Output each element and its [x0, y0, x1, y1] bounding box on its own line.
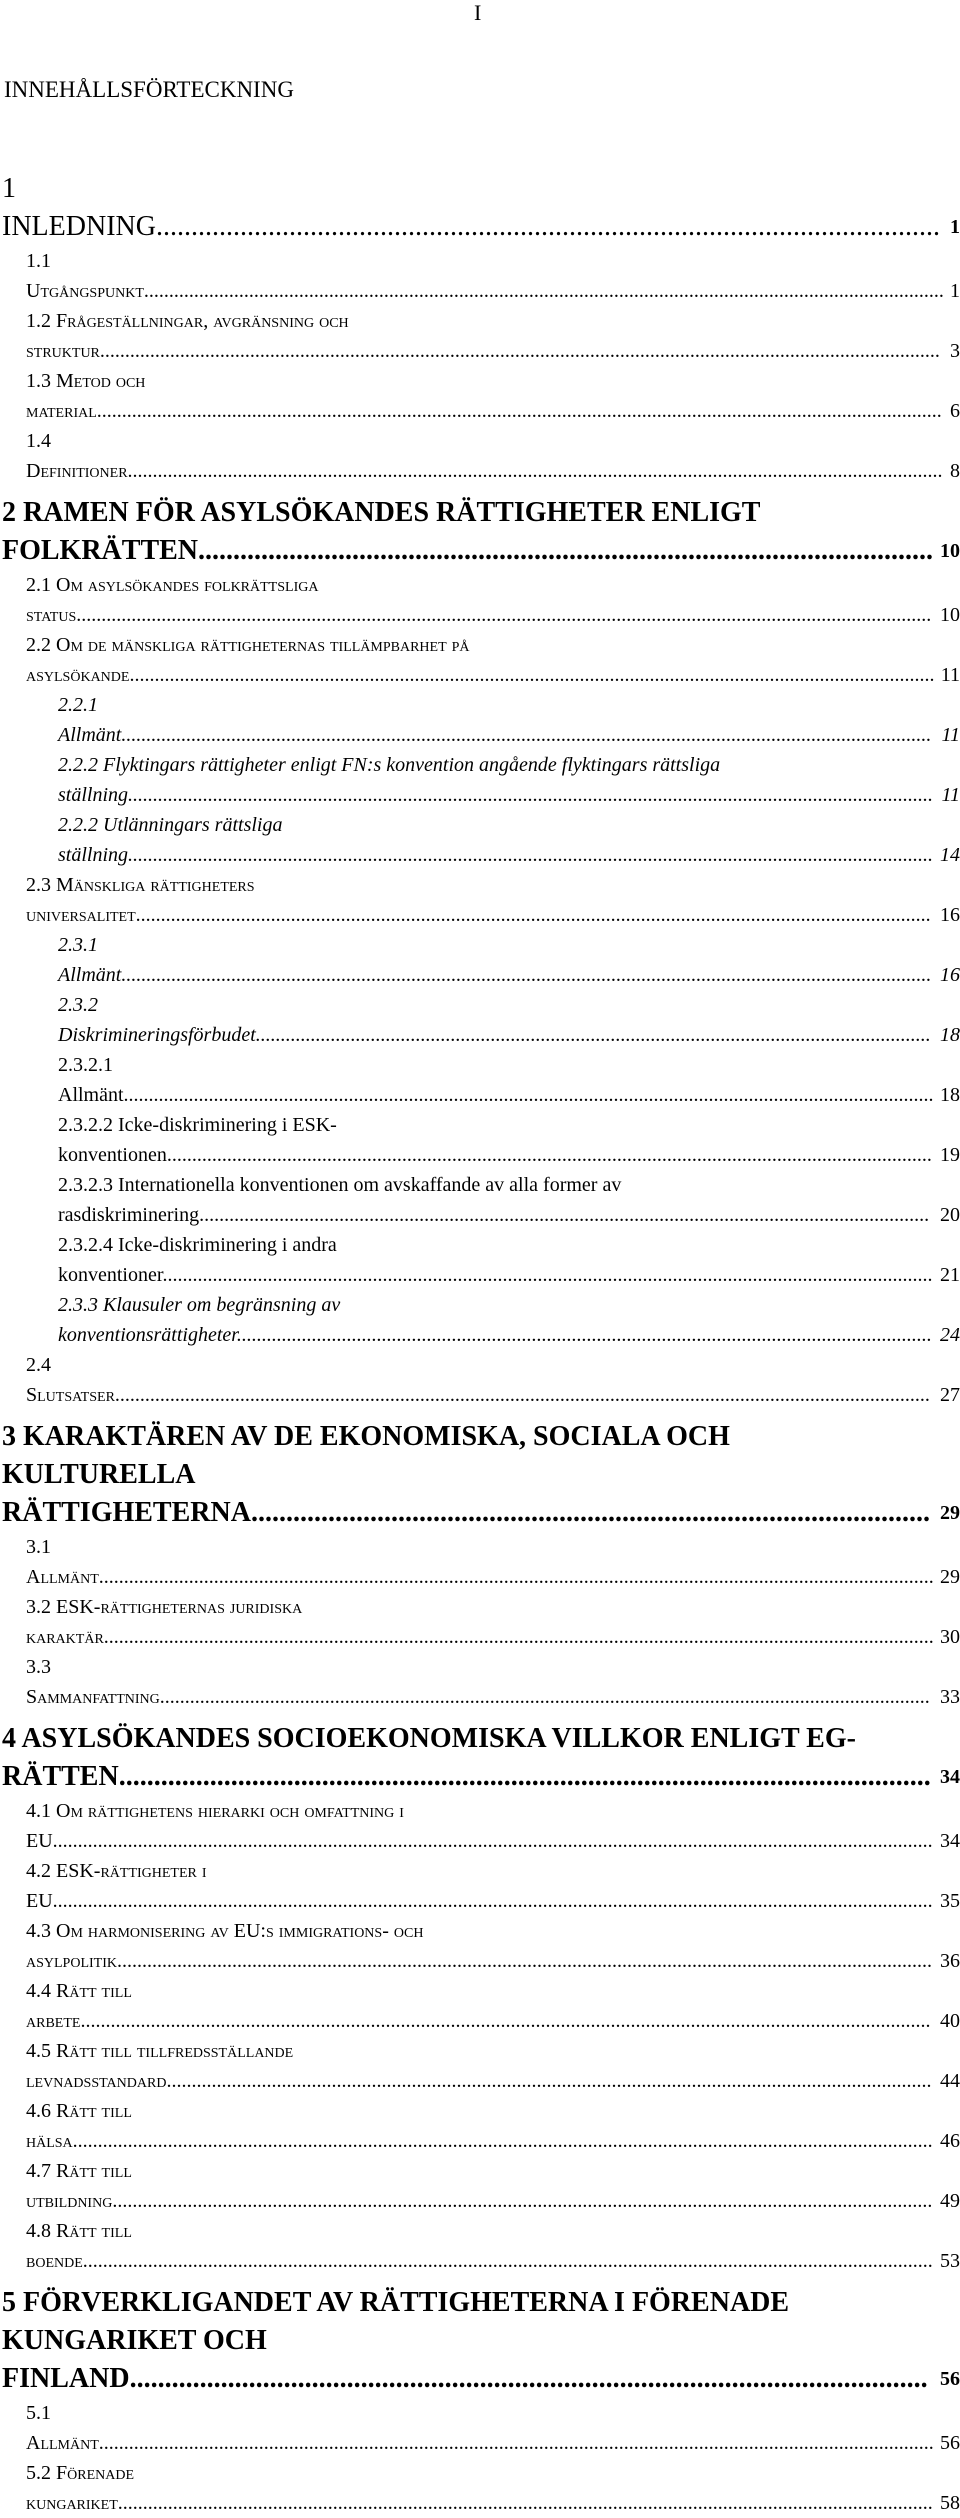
toc-entry-title: 1.1 Utgångspunkt	[26, 250, 144, 302]
dot-leader: ....................................................................................................................................................................	[112, 2190, 933, 2212]
toc-entry[interactable]	[0, 990, 960, 1050]
toc-entry-page: 56	[940, 2432, 960, 2454]
toc-entry-title: 1.4 Definitioner	[26, 430, 128, 482]
dot-leader: ................................................................................................................................................................	[143, 280, 944, 302]
dot-leader: .......................................................................................................................................................................	[98, 1566, 934, 1588]
dot-leader: .........................................................................................................	[198, 535, 934, 566]
toc-entry[interactable]	[0, 810, 960, 870]
toc-entry-title: 1 INLEDNING	[2, 173, 156, 242]
toc-entry[interactable]	[0, 1350, 960, 1410]
toc-entry[interactable]	[0, 1856, 960, 1916]
toc-entry-title: 2.3 Mänskliga rättigheters universalitet	[26, 874, 255, 926]
dot-leader: ..........................................................................................................................................................	[162, 1264, 933, 1286]
toc-entry-page: 16	[940, 964, 960, 986]
toc-entry-page: 11	[940, 664, 960, 686]
dot-leader: .................................................................................................................................................................	[128, 844, 934, 866]
dot-leader: ...........................................................................................................................................................................	[76, 604, 932, 626]
dot-leader: .................................................................................................	[250, 1497, 930, 1528]
toc-entry-page: 10	[940, 540, 960, 562]
dot-leader: ................................................................................................................................................................................	[52, 1830, 933, 1852]
toc-entry[interactable]	[0, 1592, 960, 1652]
toc-entry[interactable]	[0, 1720, 960, 1796]
toc-entry-title: 4.2 ESK-rättigheter i EU	[26, 1860, 207, 1912]
toc-entry-page: 21	[940, 1264, 960, 1286]
toc-entry[interactable]	[0, 306, 960, 366]
toc-entry[interactable]	[0, 1290, 960, 1350]
toc-entry-page: 46	[940, 2130, 960, 2152]
toc-entry[interactable]	[0, 1110, 960, 1170]
toc-entry[interactable]	[0, 1418, 960, 1532]
dot-leader: ...............................................................................................................................................................	[135, 904, 931, 926]
toc-entry-title: 1.3 Metod och material	[26, 370, 146, 422]
toc-entry-title: 1.2 Frågeställningar, avgränsning och struktur	[26, 310, 349, 362]
toc-entry-title: 5.1 Allmänt	[26, 2402, 99, 2454]
toc-entry-title: 2.3.2 Diskrimineringsförbudet	[58, 994, 256, 1046]
toc-entry-page: 33	[940, 1686, 960, 1708]
toc-entry-page: 53	[940, 2250, 960, 2272]
toc-entry-page: 27	[940, 1384, 960, 1406]
toc-entry-title: 2.3.2.3 Internationella konventionen om avskaffande av alla former av rasdiskriminering	[58, 1174, 622, 1226]
dot-leader: ...................................................................................................................................................................	[127, 460, 943, 482]
toc-entry[interactable]	[0, 170, 960, 246]
toc-entry[interactable]	[0, 2096, 960, 2156]
toc-entry-title: 2.2.2 Utlänningars rättsliga ställning	[58, 814, 283, 866]
dot-leader: ...................................................................................................................................................................	[117, 1950, 932, 1972]
toc-entry-title: 2.2.2 Flyktingars rättigheter enligt FN:s konvention angående flyktingars rättsliga ställning	[58, 754, 721, 806]
toc-entry[interactable]	[0, 2036, 960, 2096]
dot-leader: ...........................................................................................................................................	[236, 1324, 932, 1346]
dot-leader: ..................................................................................................................................................................	[121, 964, 932, 986]
dot-leader: ............................................................................................................................................................................	[72, 2130, 933, 2152]
toc-entry-page: 10	[940, 604, 960, 626]
toc-entry-title: 3 KARAKTÄREN AV DE EKONOMISKA, SOCIALA OCH KULTURELLA RÄTTIGHETERNA	[2, 1421, 730, 1528]
dot-leader: .................................................................................................................................................................	[128, 784, 934, 806]
toc-entry-title: 4 ASYLSÖKANDES SOCIOEKONOMISKA VILLKOR ENLIGT EG-RÄTTEN	[2, 1723, 856, 1792]
toc-entry-title: 5.2 Förenade kungariket	[26, 2462, 135, 2514]
toc-entry-page: 24	[940, 1324, 960, 1346]
dot-leader: ........................................................................................................................................................................	[99, 340, 940, 362]
toc-entry-page: 16	[940, 904, 960, 926]
toc-entry[interactable]	[0, 2216, 960, 2276]
dot-leader: ......................................................................................................................................................................	[103, 1626, 934, 1648]
toc-entry-page: 29	[940, 1502, 960, 1524]
dot-leader: .................................................................................................................................................................	[129, 664, 935, 686]
toc-entry-title: 4.5 Rätt till tillfredsställande levnadsstandard	[26, 2040, 294, 2092]
toc-entry-page: 34	[940, 1766, 960, 1788]
dot-leader: ................................................................................................................................................................................	[52, 1890, 933, 1912]
toc-entry-page: 19	[940, 1144, 960, 1166]
dot-leader: ..................................................................................................................................................	[199, 1204, 930, 1226]
toc-entry[interactable]	[0, 1170, 960, 1230]
toc-entry-page: 29	[940, 1566, 960, 1588]
dot-leader: .......................................................................................................................................	[255, 1024, 931, 1046]
toc-entry-title: 2.1 Om asylsökandes folkrättsliga status	[26, 574, 319, 626]
toc-entry[interactable]	[0, 366, 960, 426]
toc-entry-page: 1	[950, 216, 960, 238]
toc-entry-title: 3.1 Allmänt	[26, 1536, 99, 1588]
toc-entry[interactable]	[0, 1652, 960, 1712]
toc-entry-page: 8	[950, 460, 960, 482]
toc-entry[interactable]	[0, 870, 960, 930]
toc-entry-title: 4.3 Om harmonisering av EU:s immigrations- och asylpolitik	[26, 1920, 424, 1972]
toc-entry-title: 3.3 Sammanfattning	[26, 1656, 160, 1708]
dot-leader: .........................................................................................................................................................	[166, 2070, 932, 2092]
toc-entry-title: 4.1 Om rättighetens hierarki och omfattning i EU	[26, 1800, 404, 1852]
toc-entry[interactable]	[0, 1532, 960, 1592]
toc-entry-title: 3.2 ESK-rättigheternas juridiska karaktär	[26, 1596, 303, 1648]
toc-entry[interactable]	[0, 570, 960, 630]
dot-leader: ..........................................................................................................................................................................	[82, 2250, 933, 2272]
dot-leader: ..................................................................................................................................................................	[123, 1084, 934, 1106]
toc-entry-page: 44	[940, 2070, 960, 2092]
toc-entry-title: 4.4 Rätt till arbete	[26, 1980, 132, 2032]
toc-entry-title: 2.3.2.4 Icke-diskriminering i andra konventioner	[58, 1234, 337, 1286]
toc-entry-title: 4.8 Rätt till boende	[26, 2220, 132, 2272]
dot-leader: .........................................................................................................................................................	[166, 1144, 932, 1166]
toc-entry[interactable]	[0, 1230, 960, 1290]
dot-leader: .......................................................................................................................................................................	[98, 2432, 934, 2454]
toc-entry-page: 49	[940, 2190, 960, 2212]
toc-entry-title: 2.2 Om de mänskliga rättigheternas tillämpbarhet på asylsökande	[26, 634, 470, 686]
toc-entry[interactable]	[0, 2398, 960, 2458]
dot-leader: ...................................................................................................................................................................	[117, 2492, 933, 2514]
toc-entry-page: 11	[941, 784, 960, 806]
toc-entry-page: 18	[940, 1024, 960, 1046]
toc-entry-page: 40	[940, 2010, 960, 2032]
toc-entry[interactable]	[0, 1796, 960, 1856]
toc-entry-title: 2.3.2.2 Icke-diskriminering i ESK-konventionen	[58, 1114, 337, 1166]
toc-entry[interactable]	[0, 1976, 960, 2036]
toc-entry[interactable]	[0, 750, 960, 810]
toc-entry[interactable]	[0, 2284, 960, 2398]
toc-entry[interactable]	[0, 1050, 960, 1110]
toc-entry-page: 20	[940, 1204, 960, 1226]
toc-entry-page: 11	[941, 724, 960, 746]
toc-entry-page: 3	[950, 340, 960, 362]
toc-entry-title: 2 RAMEN FÖR ASYLSÖKANDES RÄTTIGHETER ENLIGT FOLKRÄTTEN	[2, 497, 760, 566]
toc-entry-page: 36	[940, 1950, 960, 1972]
toc-entry[interactable]	[0, 426, 960, 486]
dot-leader: ....................................................................................................................	[118, 1761, 931, 1792]
toc-entry[interactable]	[0, 630, 960, 690]
toc-entry-page: 6	[950, 400, 960, 422]
toc-entry-page: 56	[940, 2368, 960, 2390]
toc-entry-title: 2.2.1 Allmänt	[58, 694, 122, 746]
toc-entry-title: 2.3.2.1 Allmänt	[58, 1054, 124, 1106]
toc-entry[interactable]	[0, 2156, 960, 2216]
toc-entry-title: 2.3.3 Klausuler om begränsning av konventionsrättigheter	[58, 1294, 341, 1346]
toc-entry-title: 2.3.1 Allmänt	[58, 934, 122, 986]
dot-leader: ..................................................................................................................................................................	[121, 724, 932, 746]
toc-entry-title: 2.4 Slutsatser	[26, 1354, 115, 1406]
dot-leader: ...................................................................................................................................................................	[114, 1384, 930, 1406]
dot-leader: ..........................................................................................................................................................	[159, 1686, 930, 1708]
toc-entry-page: 35	[940, 1890, 960, 1912]
toc-entry-page: 14	[940, 844, 960, 866]
toc-heading: INNEHÅLLSFÖRTECKNING	[4, 77, 294, 102]
toc-entry[interactable]	[0, 494, 960, 570]
toc-entry[interactable]	[0, 1916, 960, 1976]
toc-entry-title: 4.6 Rätt till hälsa	[26, 2100, 132, 2152]
dot-leader: ..................................................................................................................	[129, 2363, 928, 2394]
dot-leader: ..........................................................................................................................................................................	[80, 2010, 931, 2032]
toc-entry[interactable]	[0, 246, 960, 306]
toc-entry-title: 5 FÖRVERKLIGANDET AV RÄTTIGHETERNA I FÖRENADE KUNGARIKET OCH FINLAND	[2, 2287, 790, 2394]
toc-entry[interactable]	[0, 930, 960, 990]
toc-entry[interactable]	[0, 690, 960, 750]
dot-leader: .........................................................................................................................................................................	[96, 400, 942, 422]
toc-entry-page: 1	[950, 280, 960, 302]
toc-entry-page: 58	[940, 2492, 960, 2514]
toc-entry-title: 4.7 Rätt till utbildning	[26, 2160, 132, 2212]
toc-entry[interactable]	[0, 2458, 960, 2518]
toc-entry-page: 18	[940, 1084, 960, 1106]
toc-entry-page: 34	[940, 1830, 960, 1852]
dot-leader: ................................................................................................................	[155, 211, 940, 242]
toc-entry-page: 30	[940, 1626, 960, 1648]
page-number: I	[474, 0, 482, 25]
table-of-contents	[0, 170, 960, 2518]
